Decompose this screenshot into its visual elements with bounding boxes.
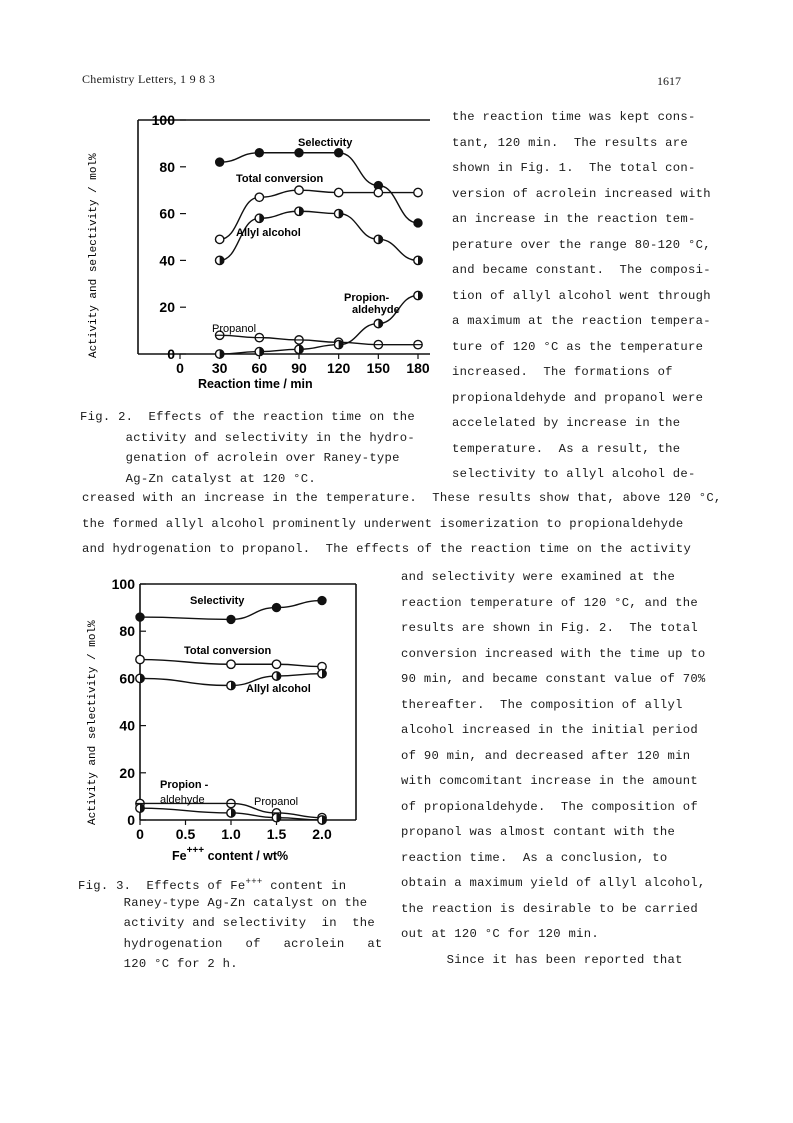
x-tick-label: 30	[211, 360, 228, 376]
text-line: selectivity to allyl alcohol de-	[452, 467, 696, 481]
y-axis-label: Activity and selectivity / mol%	[88, 153, 100, 358]
text-line: tant, 120 min. The results are	[452, 135, 689, 150]
data-point	[334, 149, 342, 157]
data-point	[227, 615, 235, 623]
data-point	[272, 603, 280, 611]
series-label-total-conversion: Total conversion	[184, 645, 272, 657]
text-line: shown in Fig. 1. The total con-	[452, 161, 696, 175]
data-point	[255, 347, 263, 355]
x-tick-label: 1.5	[266, 826, 287, 842]
data-point	[414, 256, 422, 264]
data-point	[227, 799, 235, 807]
data-point-marker	[414, 188, 422, 196]
x-axis-label: Fe+++ content / wt%	[172, 845, 289, 863]
data-point-marker	[334, 188, 342, 196]
data-point	[374, 188, 382, 196]
text-line: the reaction time was kept cons-	[452, 110, 696, 124]
series-label-propionaldehyde-2: aldehyde	[352, 304, 400, 316]
text-line: and became constant. The composi-	[452, 263, 711, 277]
data-point	[255, 214, 263, 222]
data-point-marker	[295, 186, 303, 194]
text-line: an increase in the reaction tem-	[452, 212, 696, 226]
data-point	[414, 291, 422, 299]
x-tick-label: 0	[136, 826, 144, 842]
text-line: and hydrogenation to propanol. The effects of the reaction time on the activity	[82, 542, 692, 556]
text-line: Since it has been reported that	[401, 952, 683, 967]
series-label-selectivity: Selectivity	[298, 137, 353, 149]
text-line: results are shown in Fig. 2. The total	[401, 621, 698, 635]
text-line: conversion increased with the time up to	[401, 646, 706, 661]
y-tick-label: 0	[167, 346, 175, 362]
data-point	[272, 813, 280, 821]
y-tick-label: 100	[111, 576, 135, 592]
data-point	[295, 336, 303, 344]
data-point	[215, 158, 223, 166]
data-point	[334, 188, 342, 196]
data-point	[227, 809, 235, 817]
text-line: ture of 120 °C as the temperature	[452, 339, 704, 354]
x-tick-label: 1.0	[221, 826, 241, 842]
series-label-propanol: Propanol	[212, 323, 257, 335]
fig2-caption-line: Fig. 2. Effects of the reaction time on the	[80, 410, 416, 424]
x-tick-label: 120	[326, 360, 351, 376]
text-line: thereafter. The composition of allyl	[401, 697, 683, 712]
text-line: of 90 min, and decreased after 120 min	[401, 748, 691, 763]
x-tick-label: 2.0	[312, 826, 332, 842]
series-label-propionaldehyde-2: aldehyde	[160, 794, 205, 806]
fig2-caption	[80, 407, 415, 489]
x-axis-label: Reaction time / min	[198, 377, 313, 391]
text-line: tion of allyl alcohol went through	[452, 288, 711, 303]
data-point	[136, 674, 144, 682]
series-label-propionaldehyde-1: Propion -	[160, 779, 209, 791]
series-line	[220, 335, 418, 344]
data-point	[255, 149, 263, 157]
data-point-marker	[318, 596, 326, 604]
data-point-marker	[272, 603, 280, 611]
data-point	[295, 207, 303, 215]
y-tick-label: 80	[119, 623, 135, 640]
x-tick-label: 90	[291, 360, 307, 376]
text-line: perature over the range 80-120 °C,	[452, 237, 711, 252]
data-point-marker	[215, 235, 223, 243]
text-line: and selectivity were examined at the	[401, 570, 676, 584]
data-point	[272, 672, 280, 680]
data-point	[215, 350, 223, 358]
data-point	[215, 256, 223, 264]
data-point	[295, 149, 303, 157]
data-point	[374, 235, 382, 243]
y-axis-label: Activity and selectivity / mol%	[87, 620, 99, 825]
series-label-propanol: Propanol	[254, 796, 299, 808]
text-line: alcohol increased in the initial period	[401, 723, 698, 737]
data-point	[272, 660, 280, 668]
y-tick-label: 0	[127, 812, 135, 828]
text-line: propanol was almost contant with the	[401, 825, 676, 839]
right-column-text-2	[401, 565, 706, 973]
data-point-marker	[374, 188, 382, 196]
data-point	[227, 681, 235, 689]
text-line: reaction temperature of 120 °C, and the	[401, 595, 698, 610]
series-label-propionaldehyde-1: Propion-	[344, 292, 390, 304]
fig3-caption-line: Fig. 3. Effects of Fe+++ content in	[78, 877, 347, 894]
text-line: accelelated by increase in the	[452, 416, 681, 430]
data-point-marker	[272, 660, 280, 668]
text-line: the formed allyl alcohol prominently underwent isomerization to propionaldehyde	[82, 516, 684, 531]
data-point	[136, 655, 144, 663]
data-point	[374, 340, 382, 348]
fig2-caption-line: Ag-Zn catalyst at 120 °C.	[80, 471, 317, 486]
series-label-allyl-alcohol: Allyl alcohol	[246, 683, 311, 695]
data-point	[215, 235, 223, 243]
text-line: with comcomitant increase in the amount	[401, 774, 698, 788]
text-line: temperature. As a result, the	[452, 441, 681, 456]
data-point-marker	[414, 219, 422, 227]
data-point	[295, 186, 303, 194]
y-tick-label: 40	[119, 717, 135, 734]
journal-header: Chemistry Letters, 1 9 8 3	[82, 72, 216, 86]
y-tick-label: 100	[151, 112, 175, 128]
data-point-marker	[255, 149, 263, 157]
y-tick-label: 60	[119, 670, 135, 687]
x-tick-label: 60	[251, 360, 268, 376]
figure-2-chart	[80, 108, 450, 398]
text-line: propionaldehyde and propanol were	[452, 390, 704, 405]
series-label-total-conversion: Total conversion	[236, 173, 324, 185]
x-tick-label: 0.5	[175, 826, 196, 842]
data-point-marker	[227, 660, 235, 668]
data-point-marker	[136, 655, 144, 663]
x-tick-label: 0	[176, 360, 184, 376]
data-point-marker	[334, 149, 342, 157]
fig3-caption-line: hydrogenation of acrolein at	[78, 936, 383, 951]
data-point	[414, 340, 422, 348]
data-point	[136, 613, 144, 621]
fig2-caption-line: genation of acrolein over Raney-type	[80, 451, 400, 465]
data-point	[227, 660, 235, 668]
data-point	[334, 340, 342, 348]
series-label-selectivity: Selectivity	[190, 595, 245, 607]
text-line: the reaction is desirable to be carried	[401, 901, 698, 916]
series-label-allyl-alcohol: Allyl alcohol	[236, 227, 301, 239]
fig3-caption-line: 120 °C for 2 h.	[78, 957, 238, 971]
data-point	[318, 596, 326, 604]
x-tick-label: 180	[406, 360, 430, 376]
page-number: 1617	[657, 74, 681, 88]
text-line: creased with an increase in the temperature. These results show that, above 120 °C,	[82, 491, 722, 505]
text-line: reaction time. As a conclusion, to	[401, 850, 668, 865]
data-point	[414, 219, 422, 227]
text-line: obtain a maximum yield of allyl alcohol,	[401, 876, 706, 890]
data-point	[255, 193, 263, 201]
text-line: of propionaldehyde. The composition of	[401, 799, 698, 814]
data-point	[295, 345, 303, 353]
data-point-marker	[295, 149, 303, 157]
y-tick-label: 60	[159, 205, 175, 222]
full-width-text	[82, 486, 722, 563]
text-line: version of acrolein increased with	[452, 186, 711, 201]
y-tick-label: 20	[119, 764, 135, 781]
y-tick-label: 20	[159, 299, 175, 316]
fig2-caption-line: activity and selectivity in the hydro-	[80, 430, 416, 445]
y-tick-label: 40	[159, 252, 175, 269]
text-line: a maximum at the reaction tempera-	[452, 314, 711, 328]
y-tick-label: 80	[159, 158, 175, 175]
data-point	[318, 816, 326, 824]
data-point-marker	[227, 615, 235, 623]
text-line: out at 120 °C for 120 min.	[401, 927, 599, 941]
data-point	[414, 188, 422, 196]
data-point	[255, 333, 263, 341]
data-point	[136, 804, 144, 812]
x-tick-label: 150	[366, 360, 391, 376]
figure-3-chart	[78, 575, 378, 870]
right-column-text-1	[452, 105, 711, 488]
data-point	[334, 209, 342, 217]
text-line: increased. The formations of	[452, 365, 673, 379]
data-point-marker	[136, 613, 144, 621]
data-point	[374, 319, 382, 327]
data-point-marker	[215, 158, 223, 166]
fig3-caption-line: activity and selectivity in the	[78, 916, 375, 930]
data-point-marker	[255, 193, 263, 201]
text-line: 90 min, and became constant value of 70%	[401, 672, 706, 686]
fig3-caption	[78, 872, 383, 975]
data-point	[318, 669, 326, 677]
fig3-caption-line: Raney-type Ag-Zn catalyst on the	[78, 895, 368, 910]
